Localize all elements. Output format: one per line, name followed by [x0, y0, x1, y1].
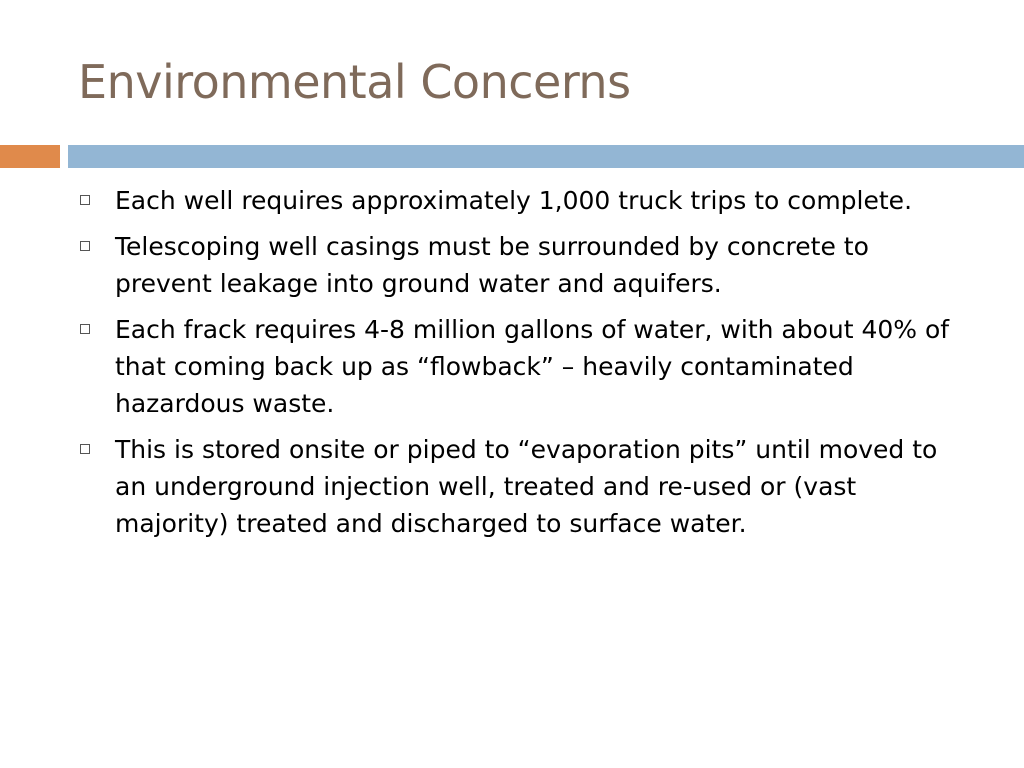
bullet-item [78, 431, 968, 542]
bullet-text: This is stored onsite or piped to “evaporation pits” until moved to an underground injection well, treated and re-used or (vast majority) treated and discharged to surface water. [115, 435, 938, 538]
slide-title: Environmental Concerns [78, 55, 631, 109]
bullet-text: Each well requires approximately 1,000 truck trips to complete. [115, 186, 913, 215]
bullet-item [78, 228, 968, 302]
bullet-text: Each frack requires 4-8 million gallons of water, with about 40% of that coming back up as “flowback” – heavily contaminated hazardous waste. [115, 315, 950, 418]
bullet-item [78, 311, 968, 422]
bullet-list [78, 182, 968, 551]
hollow-square-icon [80, 195, 90, 205]
bullet-text: Telescoping well casings must be surrounded by concrete to prevent leakage into ground water and aquifers. [115, 232, 869, 298]
accent-bar-blue [68, 145, 1024, 168]
hollow-square-icon [80, 324, 90, 334]
hollow-square-icon [80, 241, 90, 251]
accent-bar-orange [0, 145, 60, 168]
hollow-square-icon [80, 444, 90, 454]
bullet-item [78, 182, 968, 219]
